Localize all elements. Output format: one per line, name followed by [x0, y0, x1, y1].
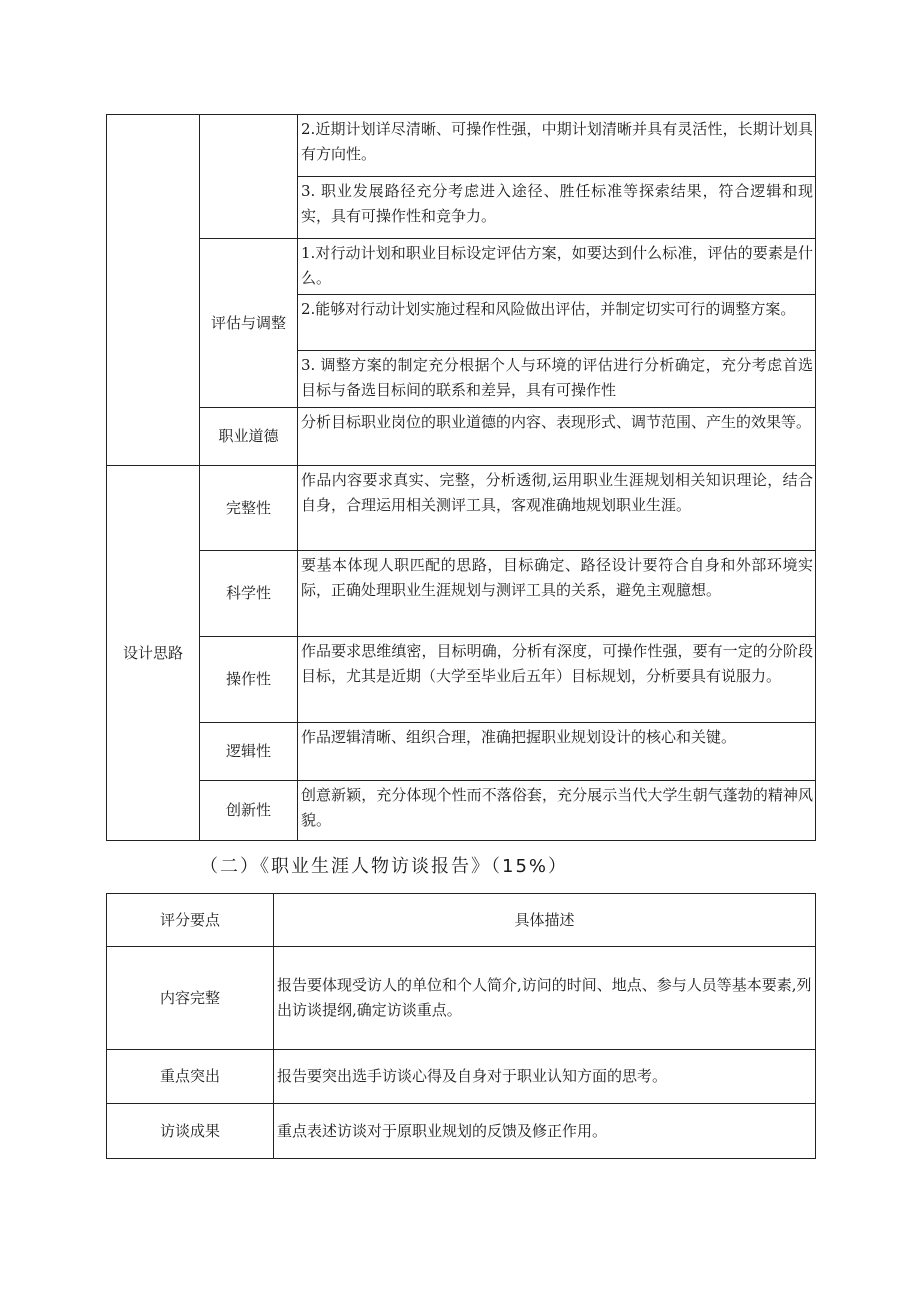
- criteria-item: 2.近期计划详尽清晰、可操作性强，中期计划清晰并具有灵活性，长期计划具有方向性。: [298, 115, 816, 177]
- section-heading: （二）《职业生涯人物访谈报告》（15%）: [200, 856, 569, 877]
- interview-report-table: [106, 893, 816, 1159]
- header-description: 具体描述: [274, 894, 816, 947]
- design-row-text: 创意新颖，充分体现个性而不落俗套，充分展示当代大学生朝气蓬勃的精神风貌。: [298, 781, 816, 841]
- row-text: 报告要体现受访人的单位和个人简介,访问的时间、地点、参与人员等基本要素,列出访谈提纲,确定访谈重点。: [274, 947, 816, 1050]
- design-row-text: 作品逻辑清晰、组织合理，准确把握职业规划设计的核心和关键。: [298, 723, 816, 781]
- row-text: 报告要突出选手访谈心得及自身对于职业认知方面的思考。: [274, 1050, 816, 1104]
- ethics-label: 职业道德: [200, 408, 298, 466]
- design-row-label: 逻辑性: [200, 723, 298, 781]
- design-row-label: 科学性: [200, 551, 298, 637]
- criteria-item: 3. 调整方案的制定充分根据个人与环境的评估进行分析确定，充分考虑首选目标与备选目标间的联系和差异，具有可操作性: [298, 351, 816, 408]
- design-row-text: 作品内容要求真实、完整，分析透彻,运用职业生涯规划相关知识理论，结合自身，合理运用相关测评工具，客观准确地规划职业生涯。: [298, 466, 816, 551]
- design-row-label: 创新性: [200, 781, 298, 841]
- design-row-label: 完整性: [200, 466, 298, 551]
- criteria-table-continued: [106, 114, 816, 841]
- header-scoring-points: 评分要点: [107, 894, 274, 947]
- row-label: 重点突出: [107, 1050, 274, 1104]
- criteria-item: 分析目标职业岗位的职业道德的内容、表现形式、调节范围、产生的效果等。: [298, 408, 816, 466]
- row-label: 访谈成果: [107, 1104, 274, 1159]
- criteria-item: 3. 职业发展路径充分考虑进入途径、胜任标准等探索结果，符合逻辑和现实，具有可操作性和竞争力。: [298, 177, 816, 239]
- design-label: 设计思路: [107, 466, 200, 841]
- evaluation-label: 评估与调整: [200, 239, 298, 408]
- category-cell-continued: [107, 115, 200, 466]
- design-row-text: 作品要求思维缜密，目标明确，分析有深度，可操作性强，要有一定的分阶段目标，尤其是近期（大学至毕业后五年）目标规划，分析要具有说服力。: [298, 637, 816, 723]
- criteria-item: 2.能够对行动计划实施过程和风险做出评估，并制定切实可行的调整方案。: [298, 295, 816, 351]
- criteria-item: 1.对行动计划和职业目标设定评估方案，如要达到什么标准，评估的要素是什么。: [298, 239, 816, 295]
- subcategory-cell-continued: [200, 115, 298, 239]
- row-label: 内容完整: [107, 947, 274, 1050]
- design-row-text: 要基本体现人职匹配的思路，目标确定、路径设计要符合自身和外部环境实际，正确处理职业生涯规划与测评工具的关系，避免主观臆想。: [298, 551, 816, 637]
- design-row-label: 操作性: [200, 637, 298, 723]
- row-text: 重点表述访谈对于原职业规划的反馈及修正作用。: [274, 1104, 816, 1159]
